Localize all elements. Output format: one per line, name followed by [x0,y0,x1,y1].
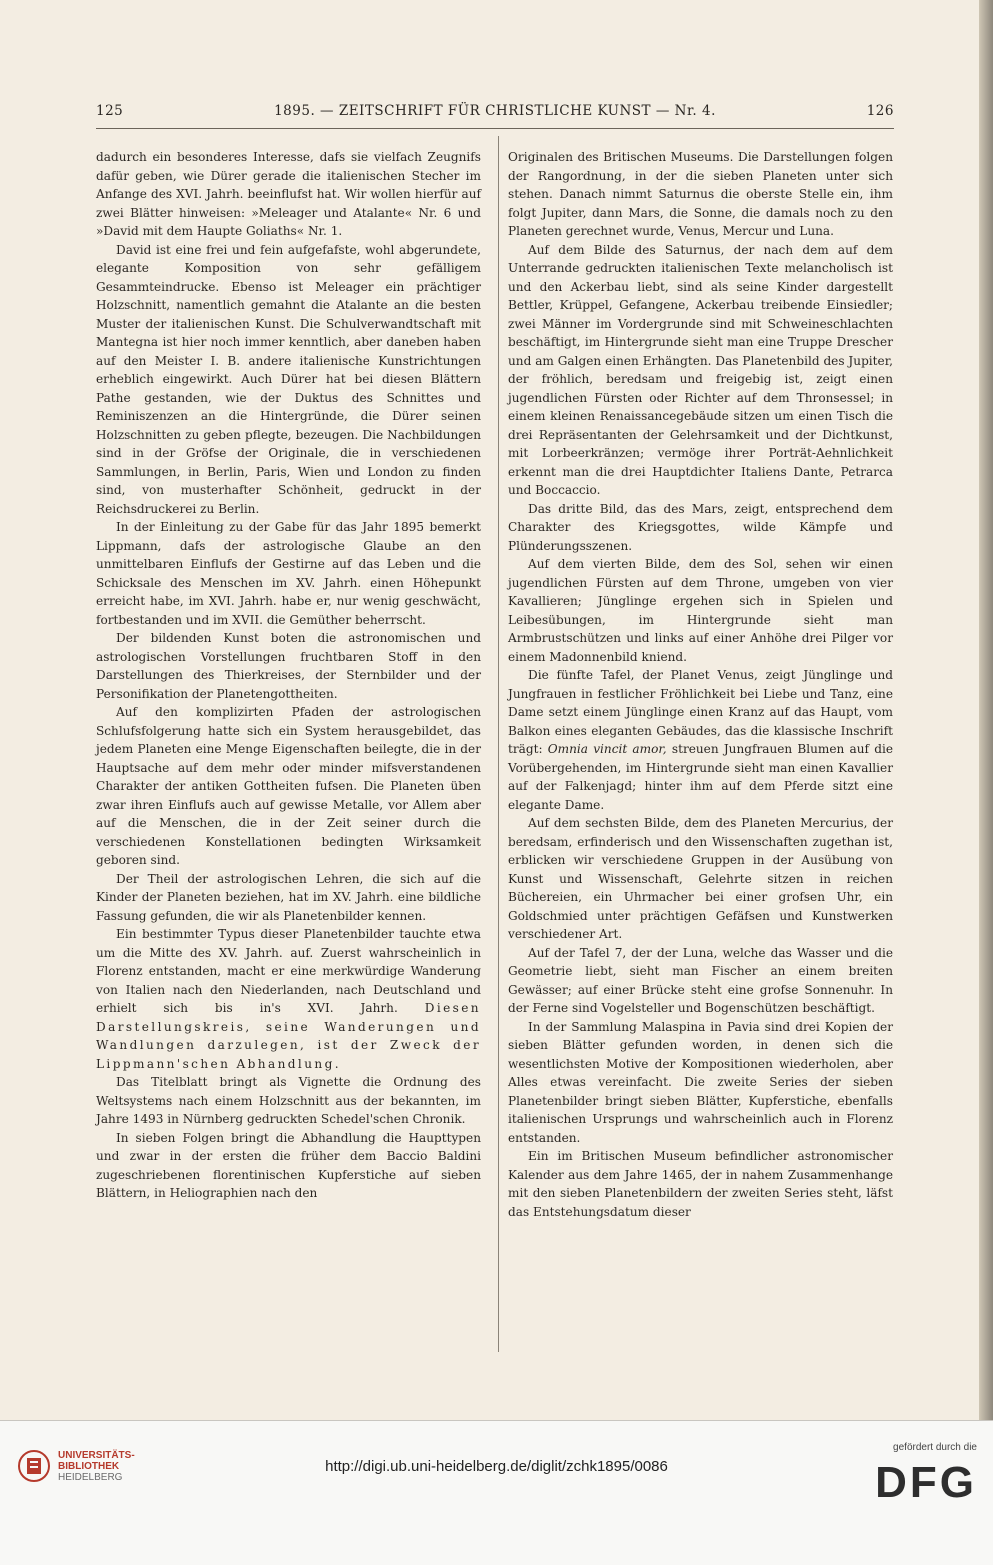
page-number-left: 125 [96,103,124,119]
paragraph: Der Theil der astrologischen Lehren, die sich auf die Kinder der Planeten beziehen, hat im XV. Jahrh. eine bildliche Fassung gefunden, die wir als Planetenbilder kennen. [96,871,481,923]
page-number-right: 126 [866,103,894,119]
paragraph: dadurch ein besonderes Interesse, dafs sie vielfach Zeugnifs dafür geben, wie Dürer gerade die italienischen Stecher im Anfange des XVI. Jahrh. beeinflufst hat. Wir wollen hierfür auf zwei Blätter hinweisen: »Meleager und Atalante« Nr. 6 und »David mit dem Haupte Goliaths« Nr. 1. [96,150,481,238]
paragraph: Auf dem vierten Bilde, dem des Sol, sehen wir einen jugendlichen Fürsten auf dem Throne, umgeben von vier Kavallieren; Jünglinge ergehen sich in Spielen und Leibesübungen, im Hintergrunde sieht man Armbrustschützen und links auf einer Anhöhe drei Pilger vor einem Madonnenbild kniend. [508,557,893,664]
source-url-link[interactable]: http://digi.ub.uni-heidelberg.de/diglit/zchk1895/0086 [325,1458,668,1475]
right-column [508,148,893,1221]
library-name-line: BIBLIOTHEK [58,1461,120,1472]
library-name-line: HEIDELBERG [58,1472,123,1483]
paragraph [96,925,481,1073]
column-divider [498,136,499,1352]
dfg-logo: DFG [875,1458,977,1507]
paragraph: Das dritte Bild, das des Mars, zeigt, entsprechend dem Charakter des Kriegsgottes, wilde Kämpfe und Plünderungsszenen. [508,501,893,553]
library-name-line: UNIVERSITÄTS- [58,1450,135,1461]
paragraph: Der bildenden Kunst boten die astronomischen und astrologischen Vorstellungen fruchtbaren Stoff in den Darstellungen des Thierkreises, der Sternbilder und der Personifikation der Planetengottheiten. [96,631,481,701]
header-rule [96,128,894,129]
spaced-emphasis: Diesen Darstellungskreis, seine Wanderungen und Wandlungen darzulegen, ist der Zweck der Lippmann'schen Abhandlung. [96,1001,481,1071]
paragraph [508,666,893,814]
paragraph: Auf dem sechsten Bilde, dem des Planeten Mercurius, der beredsam, erfinderisch und den Wissenschaften zugethan ist, erblicken wir verschiedene Gruppen in der Ausübung von Kunst und Wissenschaft, Gelehrte sitzen in reichen Büchereien, ein Uhrmacher bei einer grofsen Uhr, ein Goldschmied unter prächtigen Gefäfsen und Kunstwerken verschiedener Art. [508,816,893,941]
paragraph-text: streuen Jungfrauen Blumen auf die Vorübergehenden, im Hintergrunde sieht man einen Kavallier auf der Falkenjagd; hinter ihm auf dem Pferde sitzt eine elegante Dame. [508,742,893,812]
paragraph: Das Titelblatt bringt als Vignette die Ordnung des Weltsystems nach einem Holzschnitt aus der bekannten, im Jahre 1493 in Nürnberg gedruckten Schedel'schen Chronik. [96,1075,481,1126]
latin-inscription: Omnia vincit amor, [547,742,667,756]
paragraph: Ein im Britischen Museum befindlicher astronomischer Kalender aus dem Jahre 1465, der in nahem Zusammenhange mit den sieben Planetenbildern der zweiten Series steht, läfst das Entstehungsdatum dieser [508,1149,893,1219]
digitization-footer [0,1420,993,1565]
footer-divider [0,1420,993,1421]
paragraph: In der Einleitung zu der Gabe für das Jahr 1895 bemerkt Lippmann, dafs der astrologische Glaube an den unmittelbaren Einflufs der Gestirne auf das Leben und die Schicksale des Menschen im XV. Jahrh. einen Höhepunkt erreicht habe, im XVI. Jahrh. habe er, nur wenig geschwächt, fortbestanden und im XVII. die Gemüther beherrscht. [96,520,481,627]
paragraph-text: Ein bestimmter Typus dieser Planetenbilder tauchte etwa um die Mitte des XV. Jahrh. auf. Zuerst wahrscheinlich in Florenz entstanden, macht er eine merkwürdige Wanderung von Italien nach den Niederlanden, nach Deutschland und erhielt sich bis in's XVI. Jahrh. [96,927,481,1015]
paragraph: Auf dem Bilde des Saturnus, der nach dem auf dem Unterrande gedruckten italienischen Texte melancholisch ist und den Ackerbau liebt, sind als seine Kinder dargestellt Bettler, Krüppel, Gefangene, Ackerbau treibende Einsiedler; zwei Männer im Vordergrunde sind mit Schweineschlachten beschäftigt, im Hintergrunde sieht man eine Truppe Drescher und am Galgen einen Erhängten. Das Planetenbild des Jupiter, der fröhlich, beredsam und freigebig ist, zeigt einen jugendlichen Fürsten oder Richter auf dem Thronsessel; in einem kleinen Renaissancegebäude sitzen um einen Tisch die drei Repräsentanten der Gelehrsamkeit und der Dichtkunst, mit Lorbeerkränzen; vermöge ihrer Porträt-Aehnlichkeit erkennt man die drei Hauptdichter Italiens Dante, Petrarca und Boccaccio. [508,242,893,497]
paragraph-text: Die fünfte Tafel, der Planet Venus, zeigt Jünglinge und Jungfrauen in festlicher Fröhlichkeit bei Liebe und Tanz, eine Dame setzt einem Jünglinge einen Kranz auf das Haupt, vom Balkon eines eleganten Gebäudes, das die klassische Inschrift trägt: [508,668,893,756]
journal-title: 1895. — ZEITSCHRIFT FÜR CHRISTLICHE KUNST — Nr. 4. [274,103,716,119]
paragraph: In der Sammlung Malaspina in Pavia sind drei Kopien der sieben Blätter gefunden worden, in denen sich die wesentlichsten Motive der Kompositionen wiederholen, aber Alles etwas vereinfacht. Die zweite Series der sieben Planetenbilder bringt sieben Blätter, Kupferstiche, ebenfalls italienischen Ursprungs und wahrscheinlich auch in Florenz entstanden. [508,1019,893,1145]
paragraph: Auf der Tafel 7, der der Luna, welche das Wasser und die Geometrie liebt, sieht man Fischer an einem breiten Gewässer; auf einer Brücke steht eine grofse Sonnenuhr. In der Ferne sind Vogelsteller und Bogenschützen beschäftigt. [508,945,893,1015]
paragraph: Auf den komplizirten Pfaden der astrologischen Schlufsfolgerung hatte sich ein System herausgebildet, das jedem Planeten eine Menge Eigenschaften beilegte, die in der Hauptsache auf dem mehr oder minder mifsverstandenen Charakter der antiken Gottheiten fufsen. Die Planeten üben zwar ihren Einflufs auch auf gewisse Metalle, vor Allem aber auf die Menschen, die in der Zeit seiner durch die verschiedenen Konstellationen bedingten Wirksamkeit geboren sind. [96,705,481,867]
paragraph: Originalen des Britischen Museums. Die Darstellungen folgen der Rangordnung, in der die sieben Planeten unter sich stehen. Danach nimmt Saturnus die oberste Stelle ein, ihm folgt Jupiter, dann Mars, die Sonne, die damals noch zu den Planeten gerechnet wurde, Venus, Mercur und Luna. [508,150,893,238]
running-header [96,103,894,125]
left-column [96,148,481,1203]
book-spine-edge [979,0,993,1565]
paragraph: In sieben Folgen bringt die Abhandlung die Haupttypen und zwar in der ersten die früher dem Baccio Baldini zugeschriebenen florentinischen Kupferstiche auf sieben Blättern, in Heliographien nach den [96,1130,481,1200]
paragraph: David ist eine frei und fein aufgefafste, wohl abgerundete, elegante Komposition von sehr gefälligem Gesammteindrucke. Ebenso ist Meleager ein prächtiger Holzschnitt, namentlich gemahnt die Atalante an die besten Muster der italienischen Kunst. Die Schulverwandtschaft mit Mantegna ist hier noch immer kenntlich, aber daneben haben auf den Meister I. B. andere italienische Kunstrichtungen erheblich eingewirkt. Auch Dürer hat bei diesen Blättern Pathe gestanden, wie der Duktus des Schnittes und Reminiszenzen an die Hintergründe, die Dürer seinen Holzschnitten zu geben pflegte, bezeugen. Die Nachbildungen sind in der Gröfse der Originale, die in verschiedenen Sammlungen, in Berlin, Paris, Wien und London zu finden sind, von musterhafter Schönheit, gedruckt in der Reichsdruckerei zu Berlin. [96,242,481,516]
funding-caption: gefördert durch die [893,1442,977,1453]
